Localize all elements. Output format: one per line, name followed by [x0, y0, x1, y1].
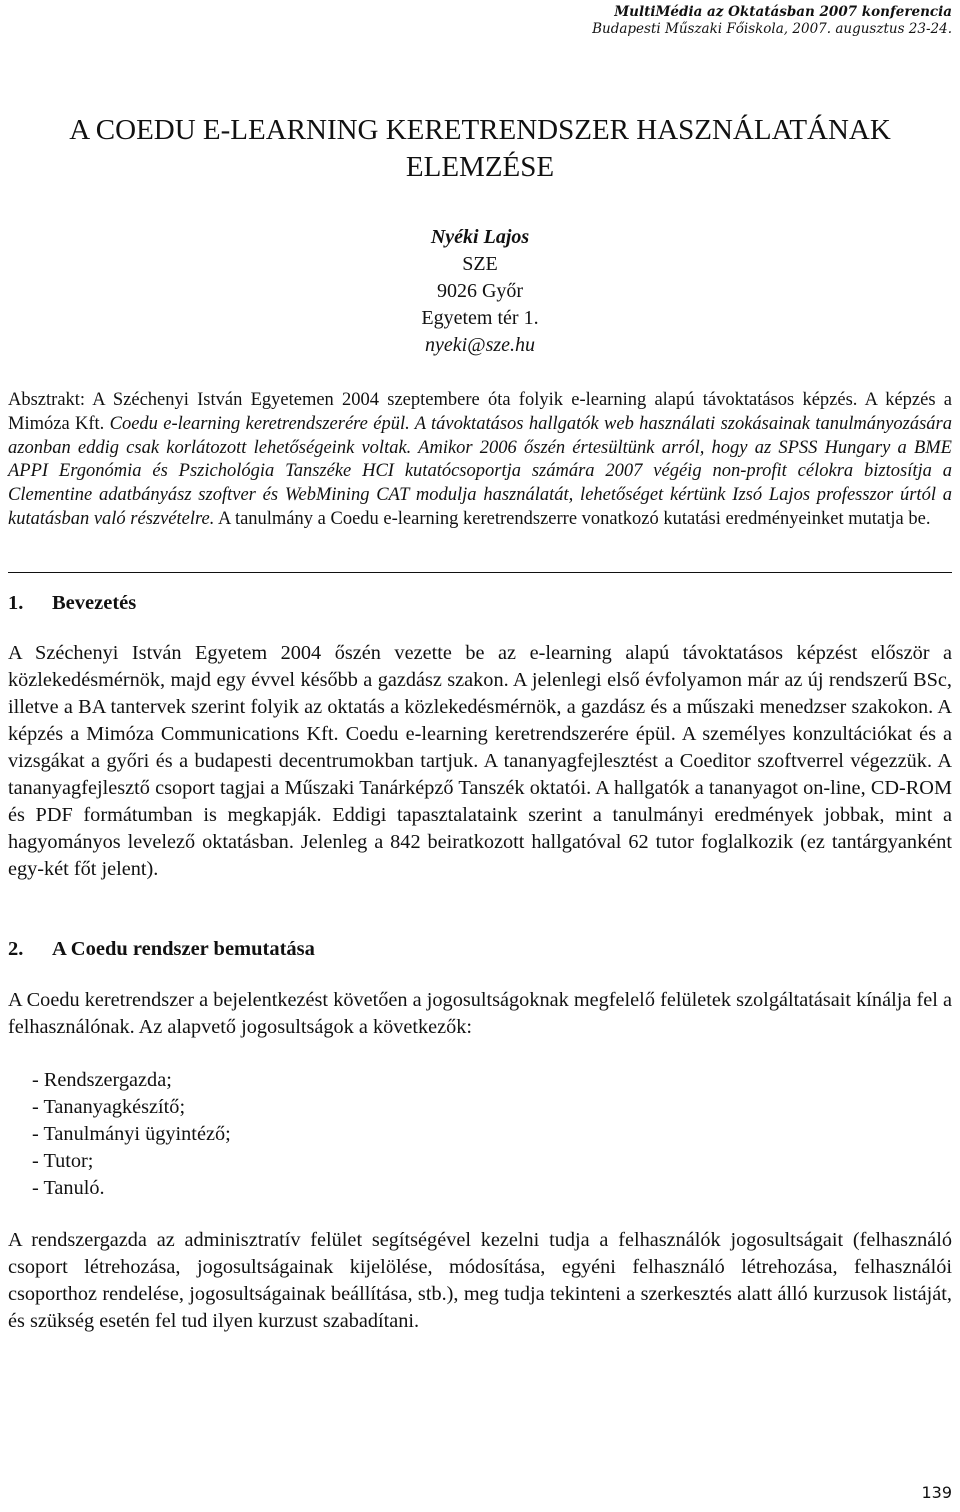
header-conference: MultiMédia az Oktatásban 2007 konferencia — [614, 4, 952, 20]
section-1-title: Bevezetés — [52, 592, 137, 614]
header-venue: Budapesti Műszaki Főiskola, 2007. augusztus 23-24. — [592, 21, 952, 37]
section-1-heading — [8, 592, 136, 615]
list-item: - Tutor; — [32, 1150, 94, 1172]
roles-list — [32, 1067, 231, 1202]
author-block — [0, 224, 960, 359]
page-number: 139 — [921, 1483, 952, 1502]
abstract-divider — [8, 572, 952, 573]
author-street: Egyetem tér 1. — [421, 307, 539, 329]
author-city: 9026 Győr — [436, 280, 524, 302]
section-2-title: A Coedu rendszer bemutatása — [52, 938, 315, 960]
section-2-number: 2. — [8, 938, 24, 960]
section-1-paragraph: A Széchenyi István Egyetem 2004 őszén vezette be az e-learning alapú távoktatásos képzést először a közlekedésmérnök, majd egy évvel később a gazdász szakon. A jelenlegi első évfolyamon már az új rendszerű BSc, illetve a BA tantervek szerint folyik az oktatás a közlekedésmérnök, a gazdász és a műszaki menedzser szakokon. A képzés a Mimóza Communications Kft. Coedu e-learning keretrendszerére épül. A személyes konzultációkat és a vizsgákat a győri és a budapesti decentrumokban tartjuk. A tananyagfejlesztést a Coeditor szoftverrel végezzük. A tananyagfejlesztő csoport tagjai a Műszaki Tanárképző Tanszék oktatói. A hallgatók a tananyagot on-line, CD-ROM és PDF formátumban is megkapják. Eddigi tapasztalataink szerint a tanulmányi eredmények jobbak, mint a hagyományos levelező oktatásban. Jelenleg a 842 beiratkozott hallgatóval 62 tutor foglalkozik (ez tantárgyanként egy-két főt jelent). — [8, 642, 952, 880]
list-item: - Tanulmányi ügyintéző; — [32, 1123, 231, 1145]
abstract-tail: A tanulmány a Coedu e-learning keretrendszerre vonatkozó kutatási eredményeinket mutatja be. — [214, 508, 931, 529]
author-institution: SZE — [462, 253, 498, 275]
list-item: - Tananyagkészítő; — [32, 1096, 186, 1118]
section-2-admin-paragraph: A rendszergazda az adminisztratív felület segítségével kezelni tudja a felhasználók jogosultságait (felhasználó csoport létrehozása, jogosultságainak kijelölése, módosítása, egyéni felhasználó létrehozása, felhasználói csoporthoz rendelése, jogosultságainak beállítása, stb.), meg tudja tekinteni a szerkesztés alatt álló kurzusok listáját, és szükség esetén fel tud ilyen kurzust szabadítani. — [8, 1229, 952, 1332]
running-header — [592, 4, 952, 38]
section-2-heading — [8, 938, 315, 961]
abstract-body: Coedu e-learning keretrendszerére épül. A távoktatásos hallgatók web használati szokásainak tanulmányozására azonban eddig csak korlátozott lehetőségeink voltak. Amikor 2006 őszén értesültünk arról, hogy az SPSS Hungary a BME APPI Ergonómia és Pszichológia Tanszéke HCI kutatócsoportja számára 2007 végéig non-profit célokra biztosítja a Clementine adatbányász szoftver és WebMining CAT modulja használatát, lehetőséget kértünk Izsó Lajos professzor úrtól a kutatásban való részvételre. — [8, 413, 953, 529]
section-2-intro-paragraph: A Coedu keretrendszer a bejelentkezést követően a jogosultságoknak megfelelő felületek szolgáltatásait kínálja fel a felhasználónak. Az alapvető jogosultságok a következők: — [8, 989, 952, 1038]
title-line-2: ELEMZÉSE — [405, 151, 555, 183]
list-item: - Rendszergazda; — [32, 1069, 172, 1091]
author-name: Nyéki Lajos — [430, 226, 530, 248]
list-item: - Tanuló. — [32, 1177, 105, 1199]
section-1-number: 1. — [8, 592, 24, 614]
author-email[interactable]: nyeki@sze.hu — [424, 334, 536, 356]
abstract — [8, 389, 952, 532]
title-line-1: A COEDU E-LEARNING KERETRENDSZER HASZNÁLATÁNAK — [69, 114, 891, 146]
paper-title — [0, 112, 960, 186]
abstract-lead: Absztrakt: A Széchenyi István Egyetemen 2004 szeptembere óta folyik e-learning alapú távoktatásos képzés. A képzés a Mimóza Kft. — [8, 390, 952, 434]
